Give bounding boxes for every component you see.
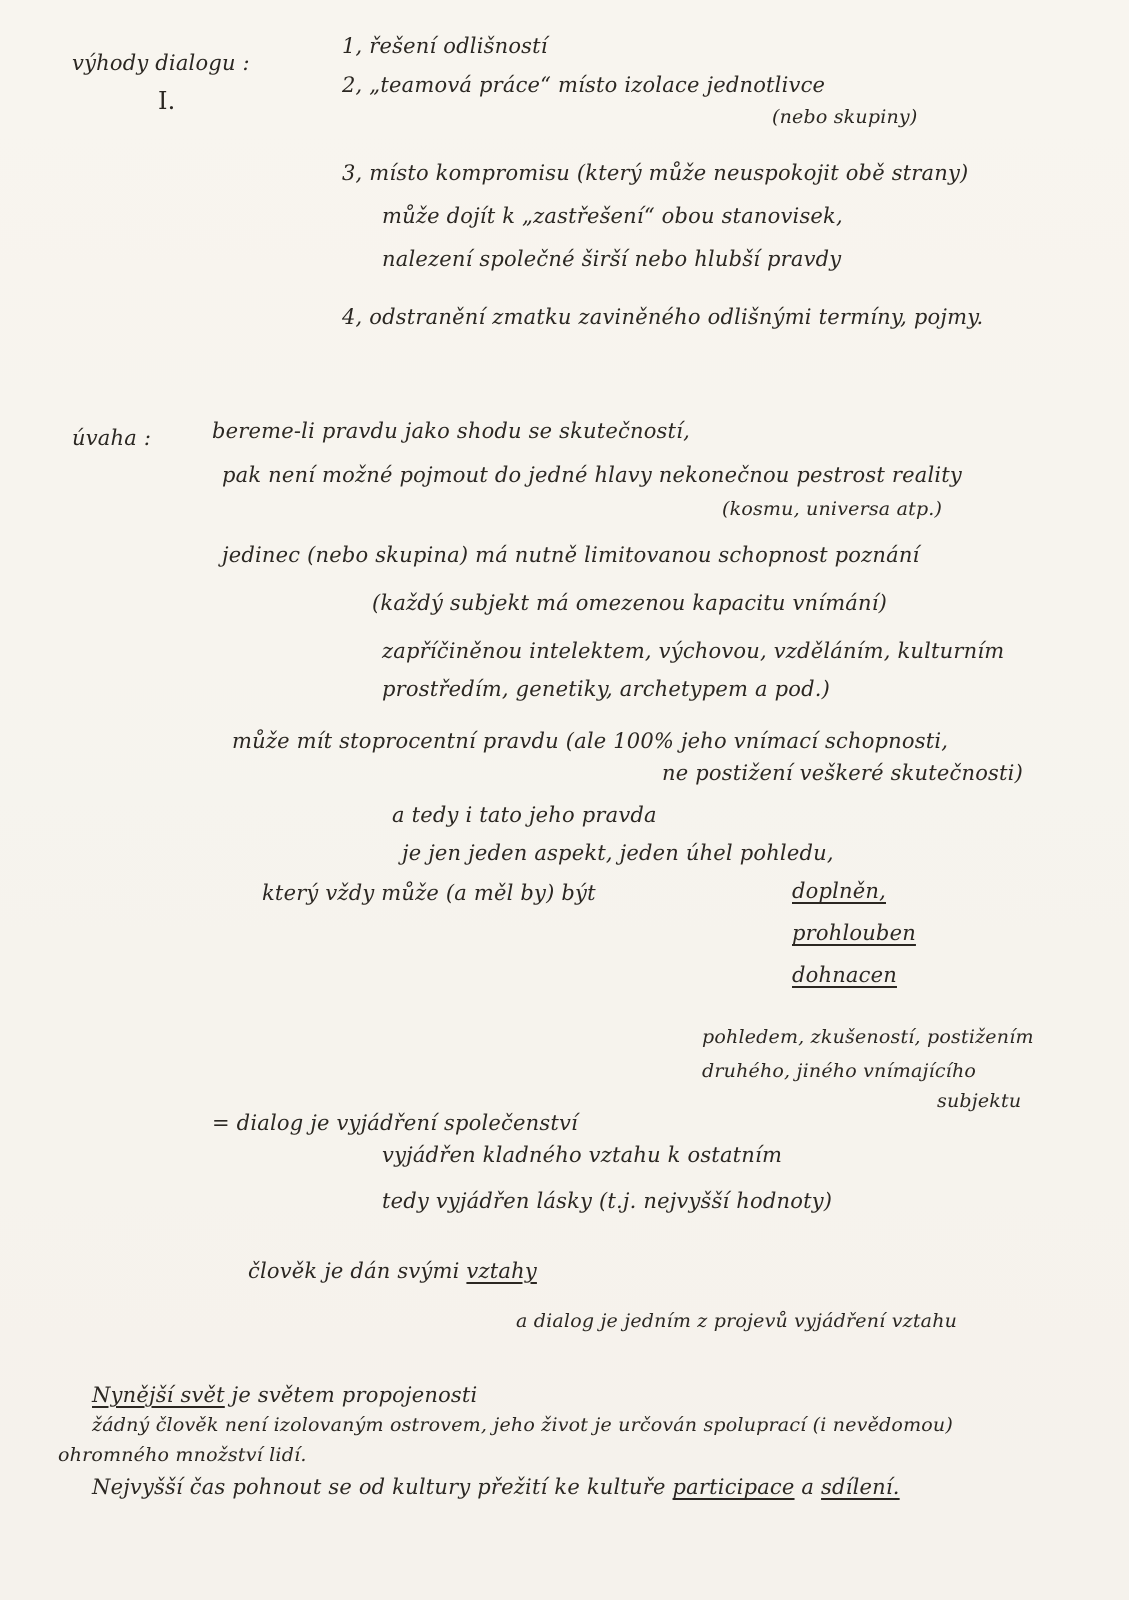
human-line [248, 1258, 537, 1284]
dialogue-line: tedy vyjádřen lásky (t.j. nejvyšší hodnoty) [382, 1189, 833, 1213]
footer-line-1 [92, 1382, 477, 1408]
sharing-word: sdílení. [821, 1475, 900, 1499]
reflection-line: bereme-li pravdu jako shodu se skutečností, [212, 419, 690, 443]
reflection-line: který vždy může (a měl by) být [262, 881, 596, 905]
relation-word: vztahy [466, 1259, 537, 1283]
completed-word: dohnacen [792, 963, 897, 987]
present-world: Nynější svět [92, 1383, 225, 1407]
advantage-line: 3, místo kompromisu (který může neuspokojit obě strany) [342, 161, 969, 185]
advantage-line: 2, „teamová práce“ místo izolace jednotlivce [342, 73, 826, 97]
reflection-line: (každý subjekt má omezenou kapacitu vnímání) [372, 591, 888, 615]
others-line: druhého, jiného vnímajícího [702, 1060, 977, 1082]
dialogue-equals-line: = dialog je vyjádření společenství [212, 1111, 578, 1135]
advantage-line: může dojít k „zastřešení“ obou stanovisek, [382, 204, 843, 228]
reflection-line: a tedy i tato jeho pravda [392, 803, 657, 827]
reflection-line: zapříčiněnou intelektem, výchovou, vzděláním, kulturním [382, 639, 1005, 663]
footer-line-3: ohromného množství lidí. [58, 1444, 307, 1466]
reflection-line: jedinec (nebo skupina) má nutně limitovanou schopnost poznání [222, 543, 920, 567]
reflection-line: ne postižení veškeré skutečnosti) [662, 761, 1023, 785]
advantage-line: 4, odstranění zmatku zaviněného odlišnými termíny, pojmy. [342, 305, 984, 329]
reflection-line: je jen jeden aspekt, jeden úhel pohledu, [402, 841, 834, 865]
reflection-line: může mít stoprocentní pravdu (ale 100% jeho vnímací schopnosti, [232, 729, 949, 753]
dialogue-line: vyjádřen kladného vztahu k ostatním [382, 1143, 783, 1167]
roman-numeral: I. [158, 87, 176, 115]
dialogue-note: a dialog je jedním z projevů vyjádření vztahu [516, 1310, 958, 1332]
participation-word: participace [672, 1475, 795, 1499]
footer-line-2: žádný člověk není izolovaným ostrovem, jeho život je určován spoluprací (i nevědomou) [92, 1414, 953, 1436]
footer-line-4-prefix: Nejvyšší čas pohnout se od kultury přežití ke kultuře [92, 1475, 666, 1499]
others-line: pohledem, zkušeností, postižením [702, 1026, 1034, 1048]
completed-word: prohlouben [792, 921, 916, 945]
advantage-line: nalezení společné širší nebo hlubší pravdy [382, 247, 842, 271]
advantage-line: (nebo skupiny) [772, 106, 918, 128]
reflection-line: (kosmu, universa atp.) [722, 498, 943, 520]
advantage-line: 1, řešení odlišností [342, 34, 548, 58]
completed-word: doplněn, [792, 879, 886, 903]
connector-word: a [801, 1475, 815, 1499]
present-rest: je světem propojenosti [231, 1383, 478, 1407]
human-prefix: člověk je dán svými [248, 1259, 460, 1283]
others-line: subjektu [937, 1090, 1022, 1112]
reflection-line: prostředím, genetiky, archetypem a pod.) [382, 677, 830, 701]
reflection-line: pak není možné pojmout do jedné hlavy nekonečnou pestrost reality [222, 463, 962, 487]
reflection-label: úvaha : [72, 426, 152, 450]
advantages-label: výhody dialogu : [72, 51, 250, 75]
footer-line-4 [92, 1474, 900, 1500]
